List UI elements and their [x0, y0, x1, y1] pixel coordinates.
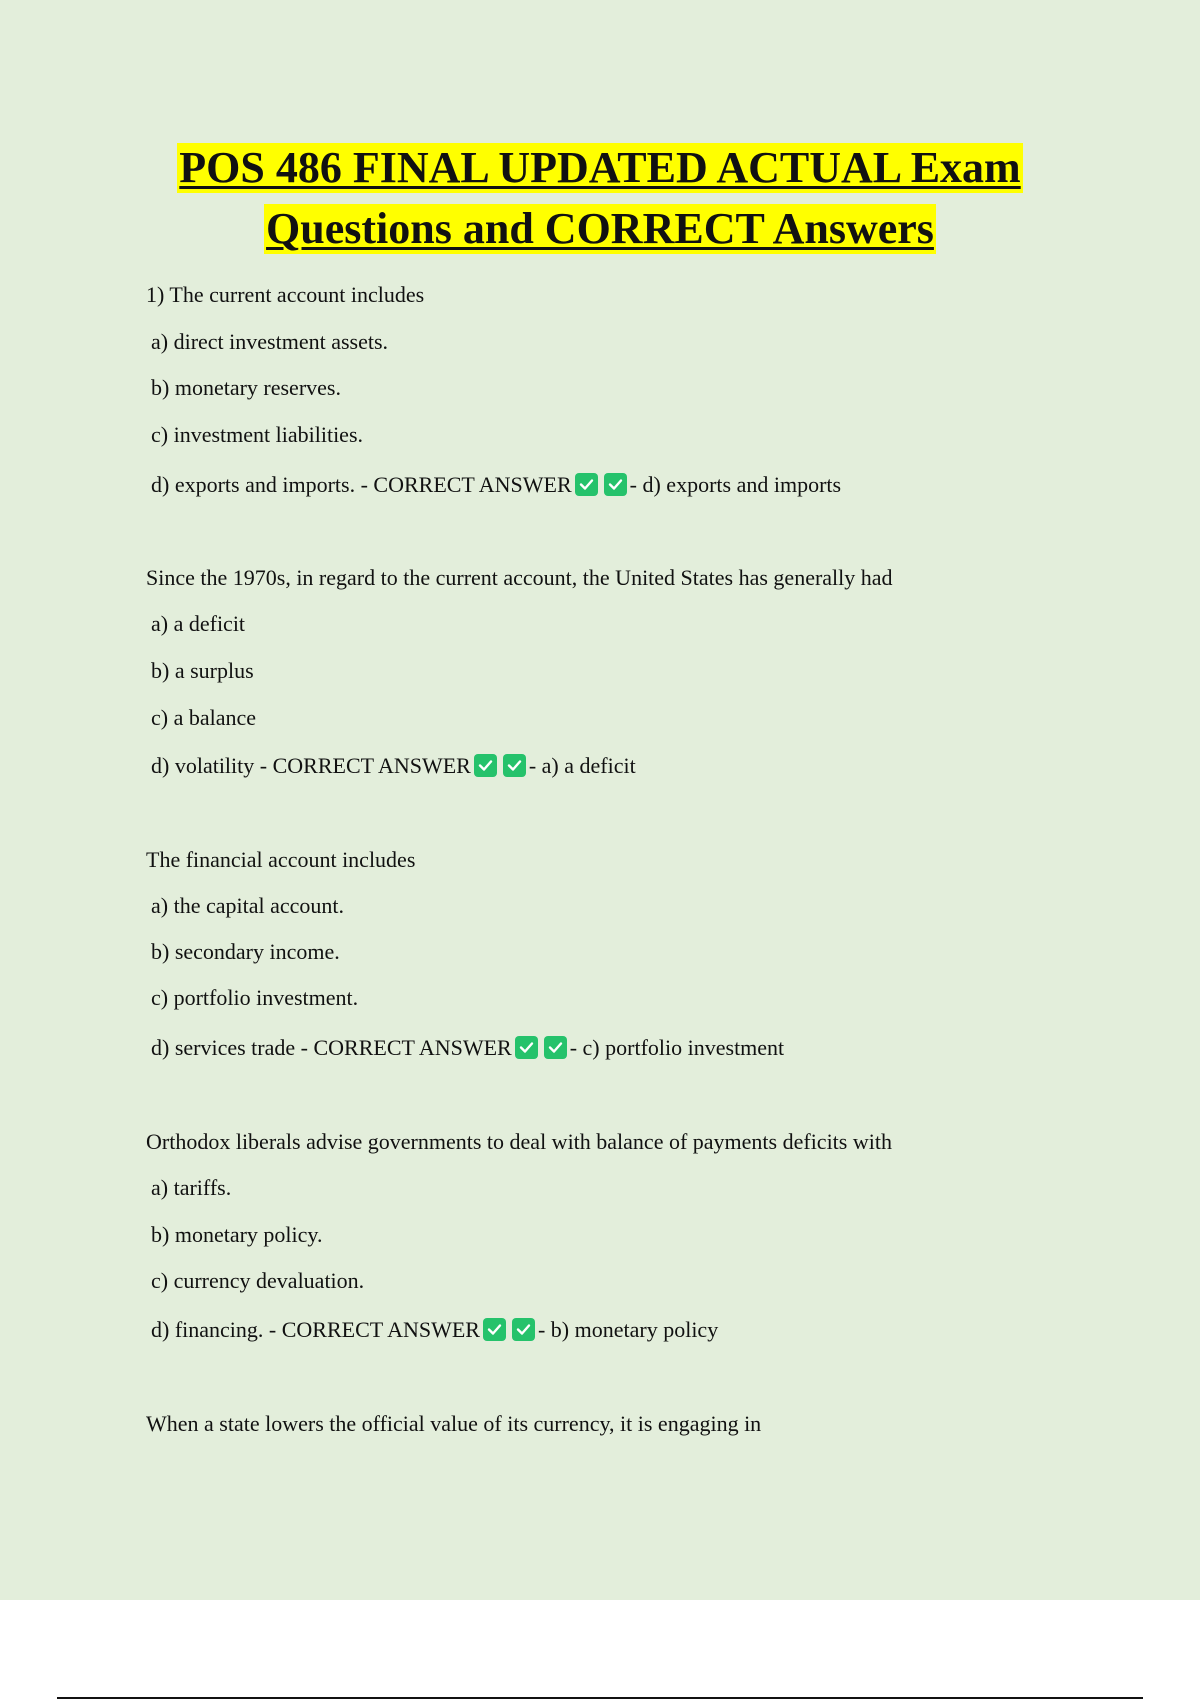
title-line-1: POS 486 FINAL UPDATED ACTUAL Exam	[179, 143, 1021, 192]
question-2-option-b: b) a surplus	[151, 658, 254, 683]
check-mark-icon	[474, 754, 497, 777]
question-1-correct-answer: - d) exports and imports	[629, 472, 842, 497]
question-3-option-c: c) portfolio investment.	[151, 985, 359, 1010]
question-4-option-b: b) monetary policy.	[151, 1222, 323, 1247]
question-3-answer-line	[151, 1034, 784, 1062]
question-3-option-d: d) services trade - CORRECT ANSWER	[151, 1035, 512, 1060]
check-mark-icon	[512, 1318, 535, 1341]
question-4-option-a: a) tariffs.	[151, 1175, 232, 1200]
check-mark-icon	[575, 473, 598, 496]
document-title	[0, 143, 1200, 265]
question-1-option-d: d) exports and imports. - CORRECT ANSWER	[151, 472, 572, 497]
question-2-correct-answer: - a) a deficit	[528, 753, 636, 778]
question-4-option-d: d) financing. - CORRECT ANSWER	[151, 1317, 480, 1342]
question-2-answer-line	[151, 752, 636, 780]
check-mark-icon	[483, 1318, 506, 1341]
question-2-option-a: a) a deficit	[151, 611, 246, 636]
question-3-prompt: The financial account includes	[146, 847, 416, 872]
question-1-option-b: b) monetary reserves.	[151, 375, 341, 400]
question-3-option-b: b) secondary income.	[151, 939, 340, 964]
question-2-option-c: c) a balance	[151, 705, 257, 730]
question-3-option-a: a) the capital account.	[151, 893, 345, 918]
question-2-option-d: d) volatility - CORRECT ANSWER	[151, 753, 471, 778]
check-mark-icon	[604, 473, 627, 496]
question-2-prompt: Since the 1970s, in regard to the current account, the United States has generally had	[146, 565, 893, 590]
footer-divider	[57, 1697, 1143, 1699]
question-5-prompt: When a state lowers the official value of its currency, it is engaging in	[146, 1411, 762, 1436]
check-mark-icon	[503, 754, 526, 777]
question-4-prompt: Orthodox liberals advise governments to deal with balance of payments deficits with	[146, 1129, 892, 1154]
question-3-correct-answer: - c) portfolio investment	[569, 1035, 785, 1060]
check-mark-icon	[515, 1036, 538, 1059]
question-1-option-c: c) investment liabilities.	[151, 422, 364, 447]
question-1-prompt: 1) The current account includes	[146, 282, 425, 307]
check-mark-icon	[544, 1036, 567, 1059]
question-1-option-a: a) direct investment assets.	[151, 329, 389, 354]
question-4-answer-line	[151, 1316, 718, 1344]
question-4-option-c: c) currency devaluation.	[151, 1268, 365, 1293]
question-4-correct-answer: - b) monetary policy	[537, 1317, 719, 1342]
question-1-answer-line	[151, 471, 841, 499]
title-line-2: Questions and CORRECT Answers	[266, 204, 934, 253]
